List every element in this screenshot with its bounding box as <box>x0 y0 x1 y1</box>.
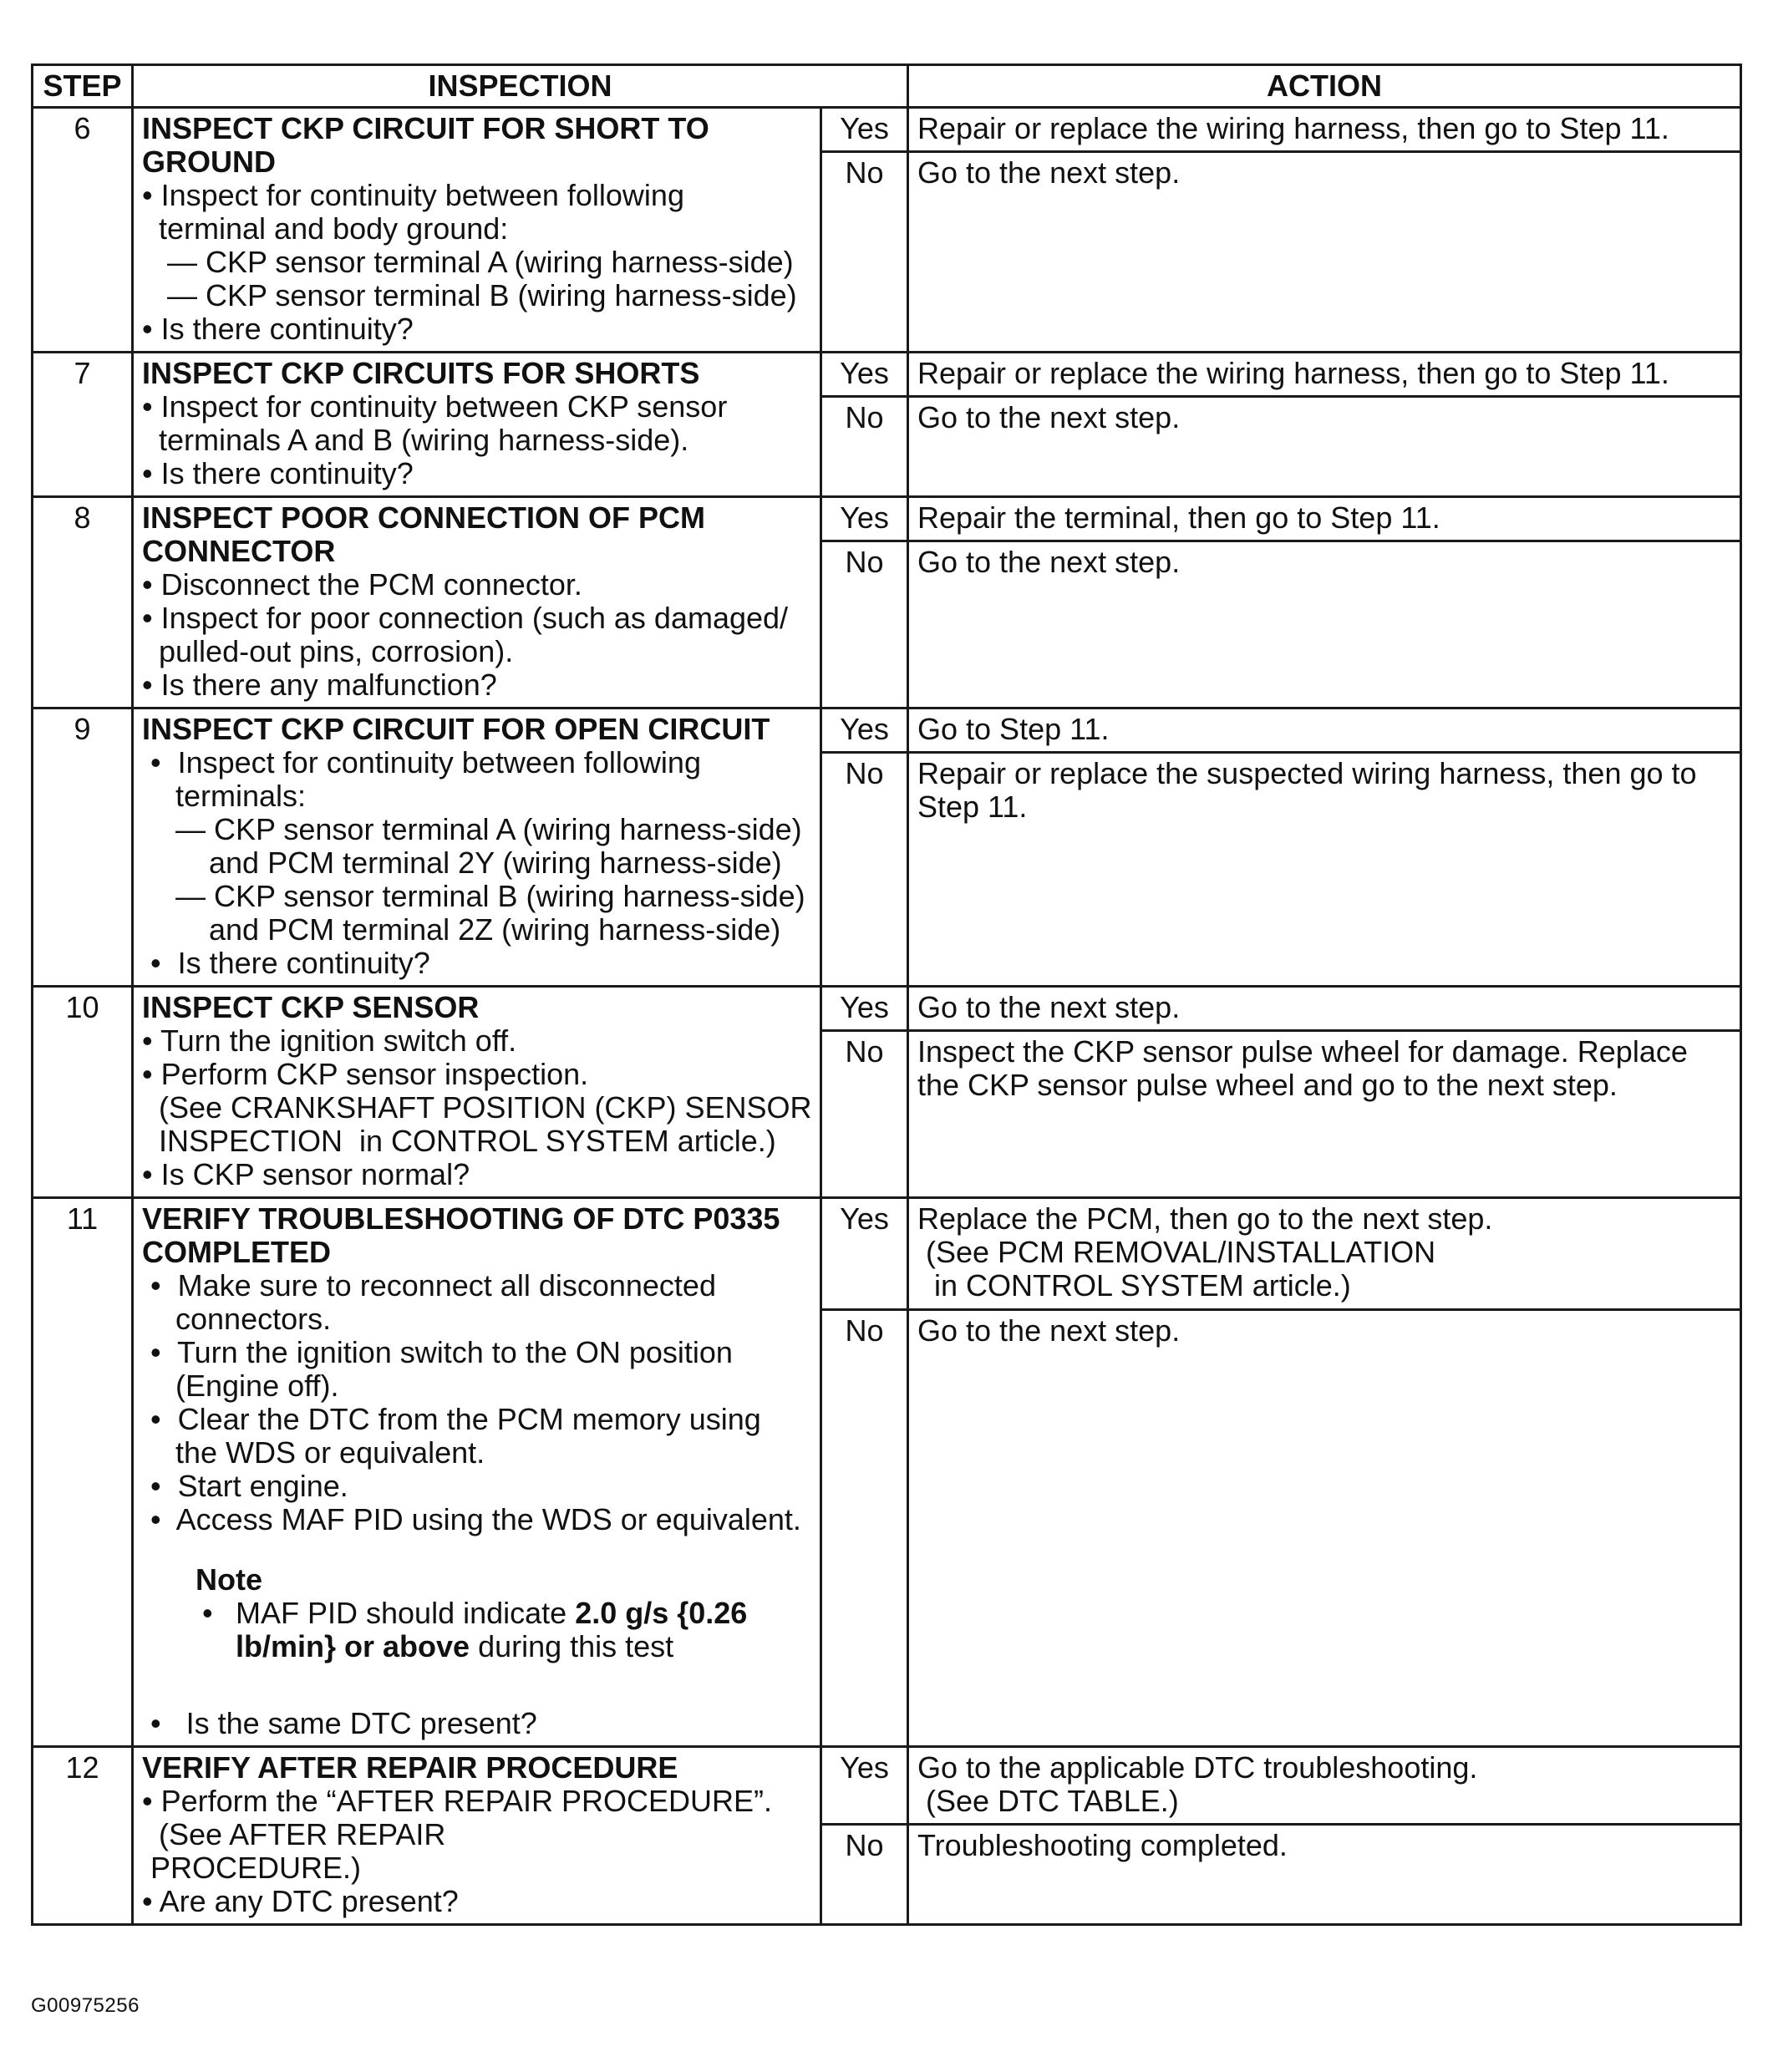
inspection-line: — CKP sensor terminal A (wiring harness-side) <box>142 812 802 846</box>
no-action <box>908 152 1741 353</box>
inspection-cell <box>133 1198 821 1747</box>
action-line: Go to the next step. <box>917 400 1181 434</box>
inspection-line: • Are any DTC present? <box>142 1884 459 1918</box>
yes-action <box>908 1198 1741 1310</box>
inspection-line: • Is there continuity? <box>142 946 430 980</box>
inspection-line: terminal and body ground: <box>142 211 509 246</box>
action-line: Go to the next step. <box>917 155 1181 190</box>
yes-action <box>908 353 1741 397</box>
inspection-title: COMPLETED <box>142 1235 332 1269</box>
inspection-line: INSPECTION in CONTROL SYSTEM article.) <box>142 1124 776 1158</box>
troubleshooting-table <box>31 63 1742 1926</box>
inspection-cell <box>133 108 821 353</box>
yes-label: Yes <box>821 353 908 397</box>
inspection-title: INSPECT CKP CIRCUIT FOR OPEN CIRCUIT <box>142 712 770 746</box>
note-text: during this test <box>470 1629 674 1663</box>
table-row-step-12-yes <box>33 1747 1741 1825</box>
yes-label: Yes <box>821 1747 908 1825</box>
step-column-header: STEP <box>33 65 133 108</box>
inspection-cell <box>133 497 821 708</box>
inspection-title: VERIFY AFTER REPAIR PROCEDURE <box>142 1750 678 1785</box>
step-number: 11 <box>33 1198 133 1747</box>
note-heading: Note <box>196 1562 262 1597</box>
inspection-line: the WDS or equivalent. <box>142 1435 485 1470</box>
inspection-line: • Disconnect the PCM connector. <box>142 567 582 602</box>
yes-action <box>908 708 1741 753</box>
action-line: (See PCM REMOVAL/INSTALLATION <box>917 1235 1436 1269</box>
table-row-step-8-yes <box>33 497 1741 541</box>
yes-action <box>908 987 1741 1031</box>
no-action <box>908 1031 1741 1198</box>
inspection-line: • Make sure to reconnect all disconnected <box>142 1268 716 1303</box>
table-row-step-7-yes <box>33 353 1741 397</box>
table-row-step-11-yes <box>33 1198 1741 1310</box>
note-text: MAF PID should indicate <box>236 1596 576 1630</box>
inspection-line: • Inspect for continuity between CKP sensor <box>142 389 728 424</box>
inspection-line: • Is CKP sensor normal? <box>142 1157 470 1191</box>
yes-label: Yes <box>821 108 908 152</box>
note-emphasis: lb/min} or above <box>236 1629 470 1663</box>
no-label: No <box>821 753 908 987</box>
inspection-line: • Inspect for poor connection (such as damaged/ <box>142 601 789 635</box>
yes-action <box>908 1747 1741 1825</box>
inspection-line: • Turn the ignition switch to the ON position <box>142 1335 733 1369</box>
action-line: Troubleshooting completed. <box>917 1828 1288 1862</box>
inspection-line: • Access MAF PID using the WDS or equivalent. <box>142 1502 801 1536</box>
table-header-row <box>33 65 1741 108</box>
table-row-step-10-yes <box>33 987 1741 1031</box>
note-line <box>142 1597 811 1630</box>
no-label: No <box>821 1310 908 1747</box>
yes-label: Yes <box>821 1198 908 1310</box>
inspection-line: (See AFTER REPAIR <box>142 1817 446 1851</box>
inspection-line: • Inspect for continuity between following <box>142 745 701 780</box>
no-action <box>908 1310 1741 1747</box>
action-line: Replace the PCM, then go to the next step. <box>917 1201 1493 1236</box>
action-line: Repair or replace the suspected wiring harness, then go to <box>917 756 1697 790</box>
action-line: Repair or replace the wiring harness, then go to Step 11. <box>917 356 1669 390</box>
action-line: Repair or replace the wiring harness, then go to Step 11. <box>917 111 1669 145</box>
yes-label: Yes <box>821 497 908 541</box>
action-line: Repair the terminal, then go to Step 11. <box>917 500 1440 535</box>
no-label: No <box>821 541 908 708</box>
inspection-line: • Is there continuity? <box>142 312 414 346</box>
inspection-line: (Engine off). <box>142 1369 339 1403</box>
inspection-line: • Start engine. <box>142 1469 348 1503</box>
inspection-cell <box>133 708 821 987</box>
inspection-line: • Perform the “AFTER REPAIR PROCEDURE”. <box>142 1784 773 1818</box>
inspection-title: INSPECT CKP CIRCUIT FOR SHORT TO <box>142 111 709 145</box>
no-label: No <box>821 1825 908 1925</box>
inspection-line: pulled-out pins, corrosion). <box>142 634 514 668</box>
inspection-title: INSPECT CKP CIRCUITS FOR SHORTS <box>142 356 700 390</box>
inspection-title: CONNECTOR <box>142 534 336 568</box>
inspection-line: terminals A and B (wiring harness-side). <box>142 423 689 457</box>
inspection-line: — CKP sensor terminal B (wiring harness-side) <box>142 278 797 312</box>
no-action <box>908 1825 1741 1925</box>
procedure-sheet <box>31 63 1742 1926</box>
step-number: 8 <box>33 497 133 708</box>
action-line: Go to Step 11. <box>917 712 1110 746</box>
inspection-cell <box>133 987 821 1198</box>
action-column-header: ACTION <box>908 65 1741 108</box>
inspection-line: PROCEDURE.) <box>142 1851 362 1885</box>
step-number: 9 <box>33 708 133 987</box>
inspection-line: • Is the same DTC present? <box>142 1706 537 1740</box>
inspection-line: — CKP sensor terminal A (wiring harness-side) <box>142 245 794 279</box>
action-line: Go to the next step. <box>917 990 1181 1024</box>
inspection-line: • Is there any malfunction? <box>142 668 497 702</box>
note-line <box>142 1630 811 1663</box>
inspection-line: terminals: <box>142 779 307 813</box>
step-number: 7 <box>33 353 133 497</box>
step-number: 12 <box>33 1747 133 1925</box>
inspection-column-header: INSPECTION <box>133 65 908 108</box>
no-label: No <box>821 152 908 353</box>
action-line: in CONTROL SYSTEM article.) <box>917 1268 1351 1303</box>
inspection-line: and PCM terminal 2Z (wiring harness-side) <box>142 912 781 947</box>
inspection-cell <box>133 1747 821 1925</box>
table-row-step-6-yes <box>33 108 1741 152</box>
inspection-title: VERIFY TROUBLESHOOTING OF DTC P0335 <box>142 1201 780 1236</box>
yes-label: Yes <box>821 987 908 1031</box>
action-line: Inspect the CKP sensor pulse wheel for damage. Replace <box>917 1034 1688 1069</box>
action-line: (See DTC TABLE.) <box>917 1784 1179 1818</box>
action-line: the CKP sensor pulse wheel and go to the next step. <box>917 1068 1618 1102</box>
action-line: Go to the next step. <box>917 545 1181 579</box>
action-line: Go to the applicable DTC troubleshooting. <box>917 1750 1478 1785</box>
inspection-line: (See CRANKSHAFT POSITION (CKP) SENSOR <box>142 1090 812 1125</box>
no-action <box>908 753 1741 987</box>
action-line: Go to the next step. <box>917 1313 1181 1348</box>
no-label: No <box>821 1031 908 1198</box>
figure-id: G00975256 <box>31 1994 140 2017</box>
inspection-title: INSPECT CKP SENSOR <box>142 990 480 1024</box>
inspection-line: • Perform CKP sensor inspection. <box>142 1057 589 1091</box>
inspection-line: — CKP sensor terminal B (wiring harness-side) <box>142 879 805 913</box>
inspection-line: connectors. <box>142 1302 332 1336</box>
note-emphasis: 2.0 g/s {0.26 <box>575 1596 748 1630</box>
inspection-line: and PCM terminal 2Y (wiring harness-side) <box>142 846 782 880</box>
step-number: 10 <box>33 987 133 1198</box>
yes-action <box>908 108 1741 152</box>
yes-action <box>908 497 1741 541</box>
inspection-title: INSPECT POOR CONNECTION OF PCM <box>142 500 706 535</box>
inspection-line: • Turn the ignition switch off. <box>142 1023 517 1058</box>
inspection-line: • Inspect for continuity between following <box>142 178 684 212</box>
action-line: Step 11. <box>917 790 1028 824</box>
yes-label: Yes <box>821 708 908 753</box>
no-action <box>908 541 1741 708</box>
inspection-line: • Clear the DTC from the PCM memory using <box>142 1402 761 1436</box>
inspection-title: GROUND <box>142 145 276 179</box>
table-row-step-9-yes <box>33 708 1741 753</box>
step-number: 6 <box>33 108 133 353</box>
inspection-line: • Is there continuity? <box>142 456 414 490</box>
inspection-cell <box>133 353 821 497</box>
no-label: No <box>821 397 908 497</box>
spacer <box>142 1663 811 1707</box>
no-action <box>908 397 1741 497</box>
